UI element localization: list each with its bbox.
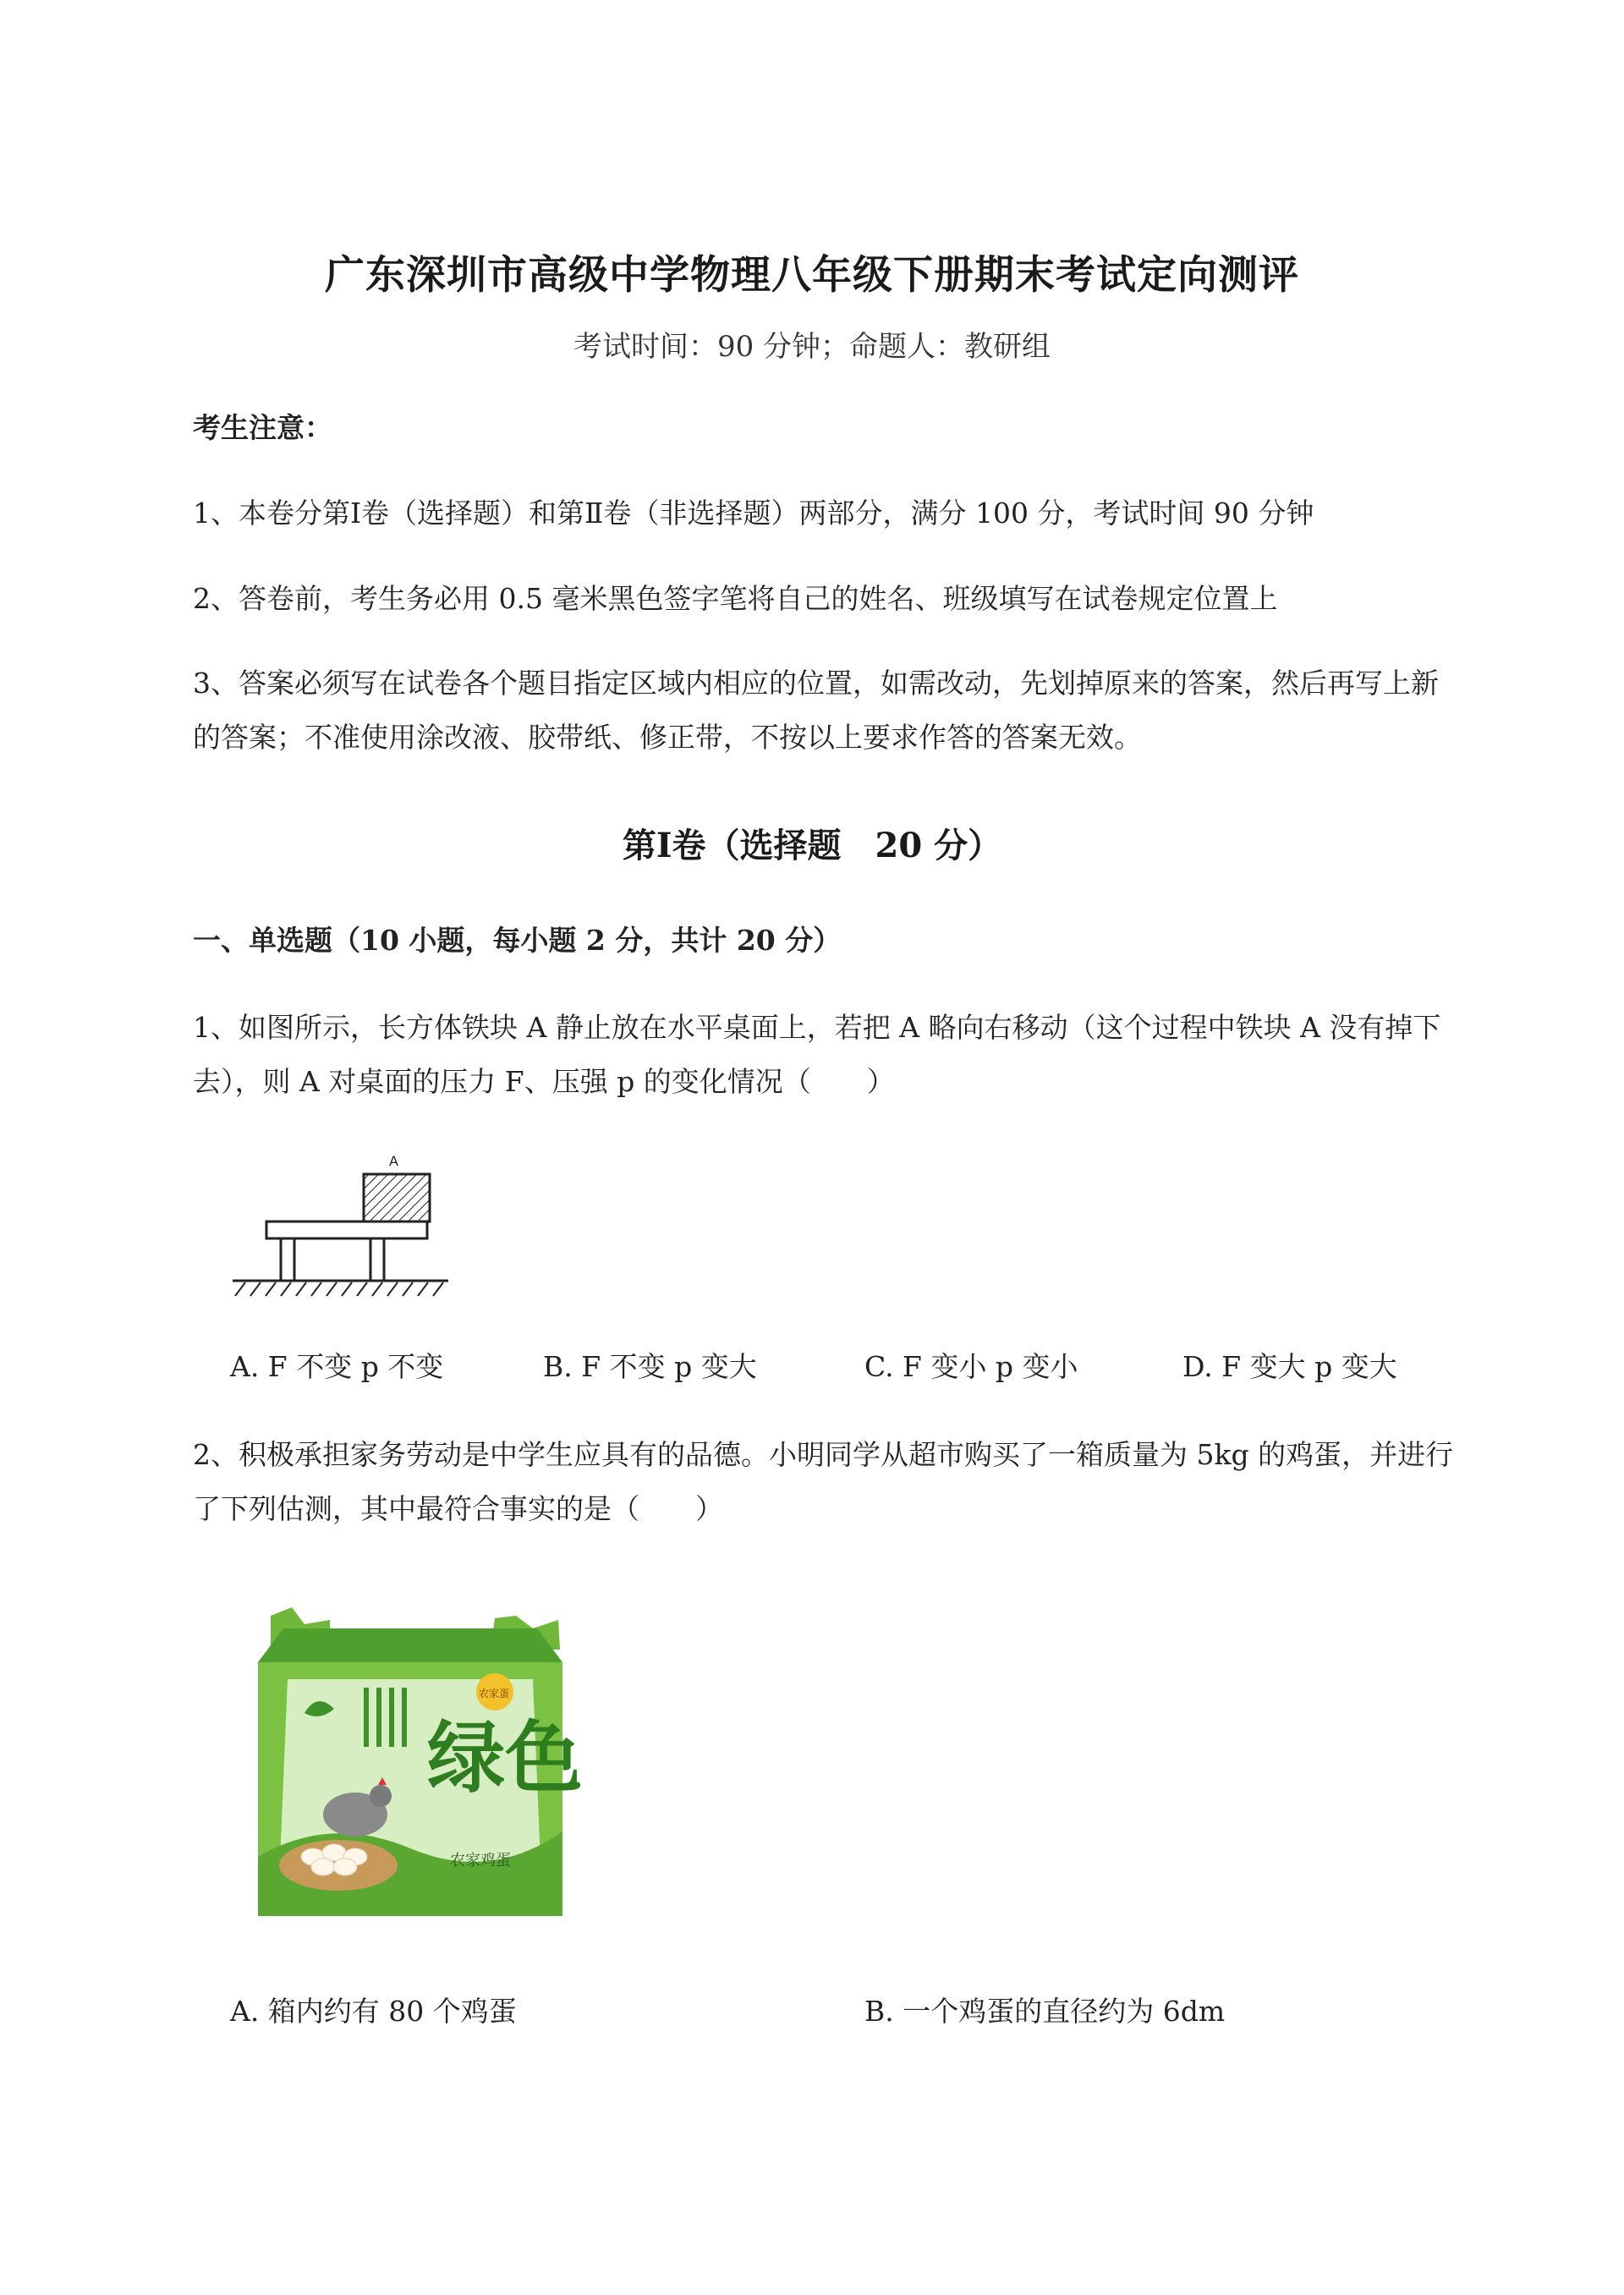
table-leg-left: [281, 1238, 294, 1281]
q1-option-a: A. F 不变 p 不变: [230, 1350, 444, 1383]
box-small-text: 农家鸡蛋: [450, 1852, 511, 1869]
question-1-line2: 去），则 A 对桌面的压力 F、压强 p 的变化情况（ ）: [193, 1065, 895, 1098]
table-block-figure: [228, 1142, 457, 1303]
q1-option-b: B. F 不变 p 变大: [543, 1350, 757, 1383]
question-2-line1: 2、积极承担家务劳动是中学生应具有的品德。小明同学从超市购买了一箱质量为 5kg 的鸡蛋，并进行: [193, 1438, 1454, 1471]
box-badge-text: 农家蛋: [479, 1688, 510, 1699]
q1-option-d: D. F 变大 p 变大: [1182, 1350, 1397, 1383]
q1-option-c: C. F 变小 p 变小: [864, 1350, 1078, 1383]
table-leg-right: [370, 1238, 384, 1281]
section-heading: 一、单选题（10 小题，每小题 2 分，共计 20 分）: [193, 924, 842, 957]
notice-item-3-cont: 的答案；不准使用涂改液、胶带纸、修正带，不按以上要求作答的答案无效。: [193, 721, 1142, 754]
box-lid: [258, 1628, 562, 1662]
notice-item-3: 3、答案必须写在试卷各个题目指定区域内相应的位置，如需改动，先划掉原来的答案，然后再写上新: [193, 667, 1439, 700]
q2-option-b: B. 一个鸡蛋的直径约为 6dm: [864, 1995, 1226, 2028]
document-title: 广东深圳市高级中学物理八年级下册期末考试定向测评: [325, 252, 1299, 299]
hen-head: [370, 1785, 392, 1807]
table-top: [266, 1222, 427, 1238]
notice-heading: 考生注意：: [193, 411, 332, 444]
document-subtitle: 考试时间：90 分钟；命题人：教研组: [573, 330, 1051, 364]
egg-box-image: [254, 1603, 584, 1933]
box-big-text: 绿色: [427, 1713, 584, 1804]
notice-item-1: 1、本卷分第Ⅰ卷（选择题）和第Ⅱ卷（非选择题）两部分，满分 100 分，考试时间 90 分钟: [193, 497, 1314, 530]
block-a: [364, 1174, 430, 1222]
question-1-line1: 1、如图所示，长方体铁块 A 静止放在水平桌面上，若把 A 略向右移动（这个过程中铁块 A 没有掉下: [193, 1011, 1441, 1044]
question-2-line2: 了下列估测，其中最符合事实的是（ ）: [193, 1492, 723, 1525]
q2-option-a: A. 箱内约有 80 个鸡蛋: [230, 1995, 517, 2028]
part1-title: 第Ⅰ卷（选择题 20 分）: [622, 826, 1002, 865]
block-a-label: A: [389, 1153, 398, 1169]
notice-item-2: 2、答卷前，考生务必用 0.5 毫米黑色签字笔将自己的姓名、班级填写在试卷规定位置上: [193, 582, 1278, 615]
ground-hatching: [235, 1282, 443, 1296]
